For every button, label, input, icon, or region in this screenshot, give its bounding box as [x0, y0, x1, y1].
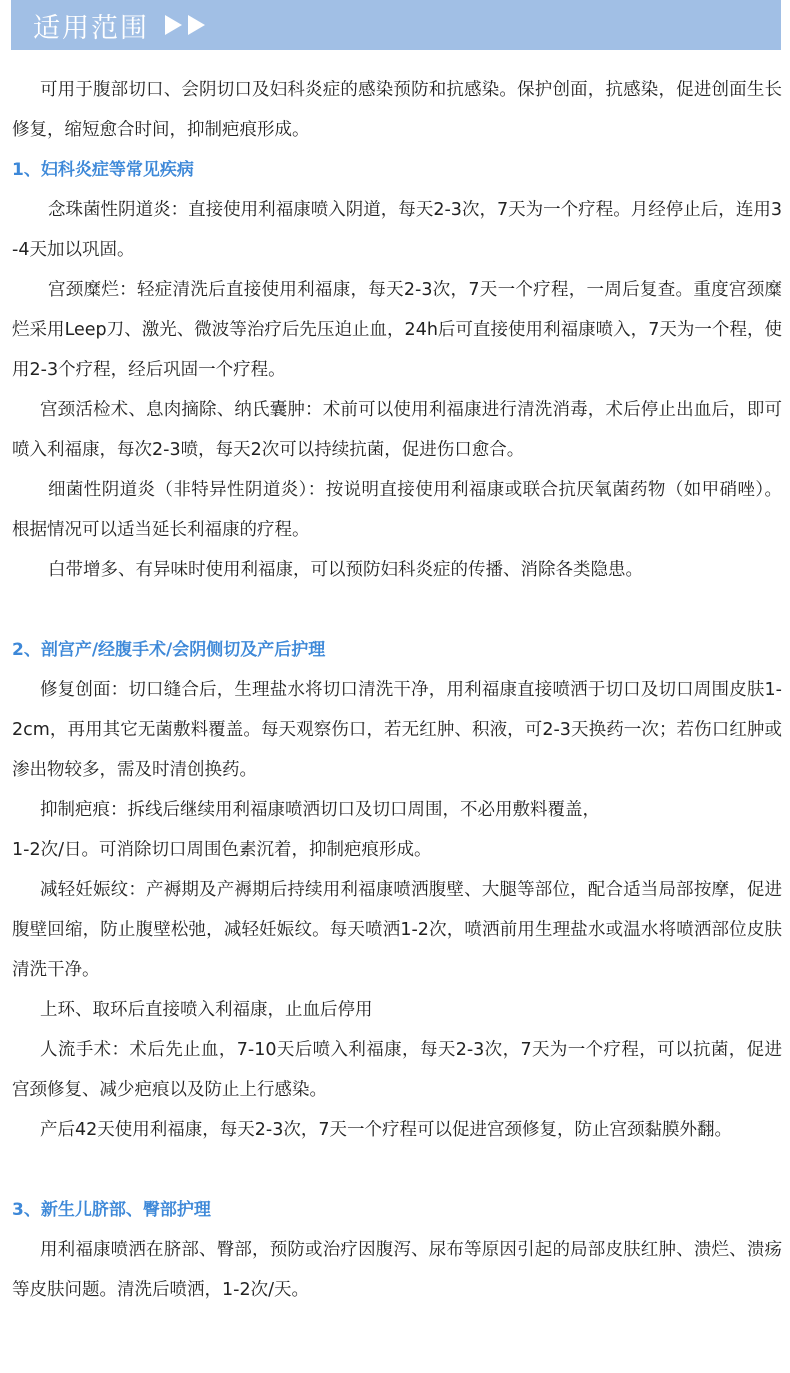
- paragraph-abortion: 人流手术：术后先止血，7-10天后喷入利福康，每天2-3次，7天为一个疗程，可以抗菌，促进宫颈修复、减少疤痕以及防止上行感染。: [12, 1040, 782, 1100]
- paragraph-cervical-biopsy: 宫颈活检术、息肉摘除、纳氏囊肿：术前可以使用利福康进行清洗消毒，术后停止出血后，即可喷入利福康，每次2-3喷，每天2次可以持续抗菌，促进伤口愈合。: [12, 400, 782, 460]
- paragraph-newborn-care: 用利福康喷洒在脐部、臀部，预防或治疗因腹泻、尿布等原因引起的局部皮肤红肿、溃烂、溃疡等皮肤问题。清洗后喷洒，1-2次/天。: [12, 1240, 782, 1300]
- section-heading-gynecology: 1、妇科炎症等常见疾病: [12, 160, 194, 180]
- paragraph-iud: 上环、取环后直接喷入利福康，止血后停用: [40, 1000, 373, 1020]
- double-right-triangle-icon: [165, 15, 211, 35]
- paragraph-scar-frequency: 1-2次/日。可消除切口周围色素沉着，抑制疤痕形成。: [12, 840, 432, 860]
- paragraph-cervical-erosion: 宫颈糜烂：轻症清洗后直接使用利福康，每天2-3次，7天一个疗程，一周后复查。重度宫颈糜烂采用Leep刀、激光、微波等治疗后先压迫止血，24h后可直接使用利福康喷入，7天为一个程，使用2-3个疗程，经后巩固一个疗程。: [12, 280, 782, 380]
- section-banner: [11, 0, 781, 50]
- intro-paragraph: 可用于腹部切口、会阴切口及妇科炎症的感染预防和抗感染。保护创面，抗感染，促进创面生长修复，缩短愈合时间，抑制疤痕形成。: [12, 80, 782, 140]
- paragraph-scar-inhibition: 抑制疤痕：拆线后继续用利福康喷洒切口及切口周围，不必用敷料覆盖，: [40, 800, 600, 820]
- section-heading-newborn: 3、新生儿脐部、臀部护理: [12, 1200, 211, 1220]
- usage-content: [12, 70, 782, 1310]
- banner-title: 适用范围: [33, 12, 149, 44]
- paragraph-stretch-marks: 减轻妊娠纹：产褥期及产褥期后持续用利福康喷洒腹壁、大腿等部位，配合适当局部按摩，促进腹壁回缩，防止腹壁松弛，减轻妊娠纹。每天喷洒1-2次，喷洒前用生理盐水或温水将喷洒部位皮肤清洗干净。: [12, 880, 782, 980]
- paragraph-candida: 念珠菌性阴道炎：直接使用利福康喷入阴道，每天2-3次，7天为一个疗程。月经停止后，连用3-4天加以巩固。: [12, 200, 782, 260]
- paragraph-bacterial-vaginitis: 细菌性阴道炎（非特异性阴道炎）：按说明直接使用利福康或联合抗厌氧菌药物（如甲硝唑）。根据情况可以适当延长利福康的疗程。: [12, 480, 782, 540]
- paragraph-leukorrhea: 白带增多、有异味时使用利福康，可以预防妇科炎症的传播、消除各类隐患。: [48, 560, 643, 580]
- paragraph-postpartum-42: 产后42天使用利福康，每天2-3次，7天一个疗程可以促进宫颈修复，防止宫颈黏膜外翻。: [40, 1120, 732, 1140]
- paragraph-wound-repair: 修复创面：切口缝合后，生理盐水将切口清洗干净，用利福康直接喷洒于切口及切口周围皮肤1-2cm，再用其它无菌敷料覆盖。每天观察伤口，若无红肿、积液，可2-3天换药一次；若伤口红肿或渗出物较多，需及时清创换药。: [12, 680, 782, 780]
- section-heading-postpartum: 2、剖宫产/经腹手术/会阴侧切及产后护理: [12, 640, 326, 660]
